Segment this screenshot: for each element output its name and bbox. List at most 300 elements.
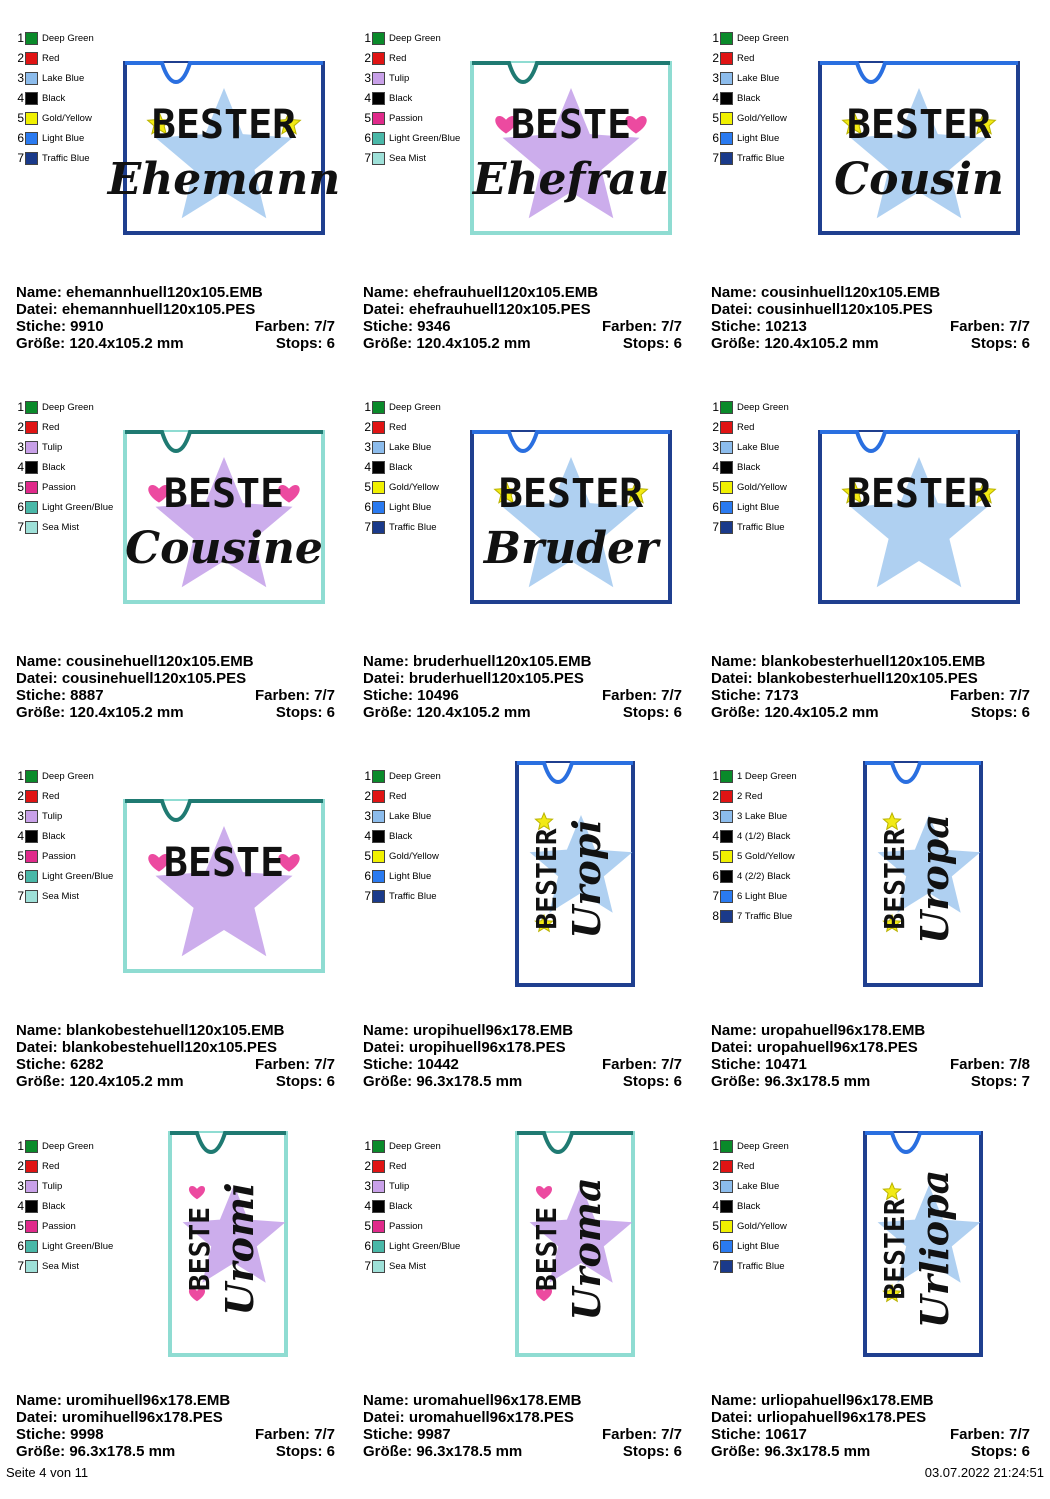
legend-number: 3 [17, 440, 24, 454]
legend-color-name: Deep Green [737, 401, 789, 413]
stop-count: Stops: 6 [622, 335, 682, 352]
color-legend [709, 766, 797, 926]
legend-color-name: Sea Mist [42, 521, 79, 533]
legend-color-name: Deep Green [42, 1140, 94, 1152]
legend-row [709, 128, 789, 148]
color-swatch [25, 152, 38, 165]
color-swatch [25, 770, 38, 783]
legend-row [14, 1156, 113, 1176]
legend-number: 5 [17, 1219, 24, 1233]
legend-row [709, 497, 789, 517]
design-title-top: BESTER [498, 471, 644, 517]
design-info [16, 1022, 335, 1090]
legend-row [14, 1256, 113, 1276]
legend-number: 4 [364, 1199, 371, 1213]
legend-color-name: Sea Mist [389, 152, 426, 164]
legend-row [709, 806, 797, 826]
legend-row [361, 128, 460, 148]
color-swatch [720, 1240, 733, 1253]
color-swatch [372, 790, 385, 803]
page-number: Seite 4 von 11 [6, 1465, 89, 1480]
color-swatch [25, 790, 38, 803]
legend-number: 4 [17, 1199, 24, 1213]
legend-color-name: Black [737, 92, 761, 104]
legend-color-name: Traffic Blue [389, 521, 437, 533]
design-card [703, 760, 1048, 1129]
legend-number: 2 [712, 51, 719, 65]
design-title-top: BESTE [183, 1206, 216, 1292]
legend-number: 1 [364, 400, 371, 414]
color-swatch [720, 850, 733, 863]
size-stops-row [711, 704, 1030, 721]
color-swatch [25, 830, 38, 843]
color-swatch [720, 1200, 733, 1213]
size-stops-row [363, 1073, 682, 1090]
legend-row [14, 88, 94, 108]
legend-number: 3 [712, 440, 719, 454]
size-stops-row [363, 335, 682, 352]
legend-row [361, 68, 460, 88]
color-swatch [720, 421, 733, 434]
legend-row [14, 786, 113, 806]
legend-row [361, 517, 441, 537]
legend-color-name: 2 Red [737, 790, 763, 802]
color-swatch [720, 92, 733, 105]
design-title-top: BESTER [846, 102, 992, 148]
legend-row [709, 1236, 789, 1256]
design-title-name: Ehemann [107, 154, 341, 205]
embroidery-design-preview [122, 798, 326, 974]
color-count: Farben: 7/7 [254, 1426, 335, 1443]
color-swatch [720, 910, 733, 923]
design-name: Name: blankobesterhuell120x105.EMB [711, 653, 986, 670]
legend-row [709, 1156, 789, 1176]
legend-number: 6 [712, 131, 719, 145]
design-name: Name: uropahuell96x178.EMB [711, 1022, 926, 1039]
legend-number: 5 [364, 1219, 371, 1233]
legend-row [361, 1176, 460, 1196]
design-name: Name: ehefrauhuell120x105.EMB [363, 284, 599, 301]
color-swatch [372, 850, 385, 863]
color-swatch [25, 850, 38, 863]
design-preview [122, 798, 326, 979]
legend-color-name: Passion [42, 850, 76, 862]
legend-number: 1 [17, 400, 24, 414]
color-legend [14, 766, 113, 906]
design-title-name: Cousine [125, 523, 323, 574]
design-size: Größe: 120.4x105.2 mm [16, 704, 184, 721]
color-swatch [25, 1180, 38, 1193]
color-swatch [25, 401, 38, 414]
color-swatch [720, 770, 733, 783]
legend-row [709, 1196, 789, 1216]
legend-number: 7 [17, 520, 24, 534]
color-swatch [372, 1200, 385, 1213]
legend-number: 1 [712, 1139, 719, 1153]
legend-number: 4 [712, 460, 719, 474]
legend-number: 6 [712, 500, 719, 514]
legend-row [709, 68, 789, 88]
legend-number: 5 [712, 111, 719, 125]
color-count: Farben: 7/7 [949, 318, 1030, 335]
legend-row [709, 437, 789, 457]
legend-number: 1 [712, 400, 719, 414]
color-swatch [372, 1220, 385, 1233]
stop-count: Stops: 6 [275, 1443, 335, 1460]
legend-color-name: Traffic Blue [737, 152, 785, 164]
legend-number: 6 [17, 869, 24, 883]
legend-color-name: Red [737, 1160, 755, 1172]
color-swatch [25, 1220, 38, 1233]
legend-color-name: Black [737, 1200, 761, 1212]
stitch-color-row [363, 318, 682, 335]
color-swatch [372, 92, 385, 105]
color-swatch [372, 870, 385, 883]
legend-number: 1 [364, 1139, 371, 1153]
design-size: Größe: 120.4x105.2 mm [711, 704, 879, 721]
legend-number: 1 [712, 769, 719, 783]
stop-count: Stops: 6 [275, 1073, 335, 1090]
design-size: Größe: 120.4x105.2 mm [16, 1073, 184, 1090]
legend-row [709, 786, 797, 806]
legend-number: 7 [712, 520, 719, 534]
design-info [363, 1022, 682, 1090]
legend-number: 4 [712, 91, 719, 105]
legend-number: 3 [17, 1179, 24, 1193]
legend-number: 7 [364, 520, 371, 534]
design-size: Größe: 96.3x178.5 mm [711, 1443, 871, 1460]
color-swatch [372, 401, 385, 414]
color-swatch [25, 72, 38, 85]
color-swatch [25, 481, 38, 494]
legend-number: 3 [364, 809, 371, 823]
legend-number: 2 [17, 51, 24, 65]
design-title-top: BESTER [878, 1198, 911, 1300]
legend-row [361, 108, 460, 128]
stop-count: Stops: 6 [275, 704, 335, 721]
legend-row [709, 477, 789, 497]
color-swatch [720, 52, 733, 65]
legend-color-name: Deep Green [389, 401, 441, 413]
design-title-top: BESTER [151, 102, 297, 148]
design-preview [167, 1130, 289, 1363]
legend-row [709, 906, 797, 926]
color-swatch [372, 1160, 385, 1173]
color-swatch [372, 1260, 385, 1273]
design-file: Datei: uromihuell96x178.PES [16, 1409, 223, 1426]
legend-number: 5 [364, 111, 371, 125]
color-count: Farben: 7/8 [949, 1056, 1030, 1073]
color-swatch [372, 521, 385, 534]
legend-color-name: Red [42, 1160, 60, 1172]
legend-color-name: Black [737, 461, 761, 473]
design-card [8, 760, 353, 1129]
stop-count: Stops: 6 [970, 335, 1030, 352]
legend-color-name: Red [389, 421, 407, 433]
legend-color-name: Gold/Yellow [42, 112, 92, 124]
design-file: Datei: bruderhuell120x105.PES [363, 670, 584, 687]
design-card [355, 760, 700, 1129]
design-name: Name: uromahuell96x178.EMB [363, 1392, 582, 1409]
stop-count: Stops: 7 [970, 1073, 1030, 1090]
color-swatch [720, 830, 733, 843]
design-preview [862, 760, 984, 993]
legend-number: 1 [712, 31, 719, 45]
color-count: Farben: 7/7 [949, 1426, 1030, 1443]
legend-number: 6 [364, 1239, 371, 1253]
legend-number: 3 [364, 440, 371, 454]
design-preview [107, 60, 341, 241]
design-title-top: BESTE [510, 102, 632, 148]
design-size: Größe: 96.3x178.5 mm [711, 1073, 871, 1090]
legend-color-name: Passion [42, 1220, 76, 1232]
size-stops-row [711, 335, 1030, 352]
legend-color-name: 3 Lake Blue [737, 810, 788, 822]
color-swatch [720, 890, 733, 903]
design-info [711, 1392, 1030, 1460]
design-info [16, 1392, 335, 1460]
legend-number: 2 [364, 1159, 371, 1173]
legend-color-name: Deep Green [737, 32, 789, 44]
legend-row [361, 417, 441, 437]
design-card [355, 391, 700, 760]
color-swatch [720, 870, 733, 883]
design-info [363, 284, 682, 352]
legend-row [14, 497, 113, 517]
design-title-top: BESTER [530, 828, 563, 930]
legend-number: 5 [17, 111, 24, 125]
design-title-name: Cousin [834, 154, 1004, 205]
design-name: Name: uropihuell96x178.EMB [363, 1022, 574, 1039]
design-file: Datei: cousinhuell120x105.PES [711, 301, 933, 318]
legend-color-name: Tulip [42, 441, 63, 453]
color-swatch [25, 461, 38, 474]
legend-number: 3 [364, 71, 371, 85]
stitch-count: Stiche: 10471 [711, 1056, 807, 1073]
legend-row [361, 806, 441, 826]
legend-color-name: Red [42, 790, 60, 802]
design-info [711, 1022, 1030, 1090]
legend-color-name: Tulip [42, 1180, 63, 1192]
legend-number: 6 [364, 131, 371, 145]
legend-row [361, 397, 441, 417]
stop-count: Stops: 6 [622, 704, 682, 721]
legend-color-name: Light Green/Blue [42, 501, 114, 513]
legend-row [709, 88, 789, 108]
legend-row [361, 28, 460, 48]
legend-row [14, 108, 94, 128]
legend-color-name: Deep Green [389, 1140, 441, 1152]
legend-color-name: Deep Green [42, 770, 94, 782]
embroidery-design-preview [469, 429, 673, 605]
design-name: Name: cousinehuell120x105.EMB [16, 653, 254, 670]
design-card [8, 22, 353, 391]
color-swatch [25, 1240, 38, 1253]
legend-row [361, 148, 460, 168]
color-swatch [720, 810, 733, 823]
legend-number: 4 [17, 460, 24, 474]
embroidery-design-preview [469, 60, 673, 236]
legend-number: 7 [17, 1259, 24, 1273]
color-legend [709, 397, 789, 537]
design-size: Größe: 120.4x105.2 mm [711, 335, 879, 352]
color-swatch [372, 52, 385, 65]
legend-number: 3 [17, 71, 24, 85]
color-swatch [372, 1140, 385, 1153]
legend-color-name: Lake Blue [389, 441, 432, 453]
design-title-top: BESTER [878, 828, 911, 930]
stitch-count: Stiche: 10213 [711, 318, 807, 335]
legend-row [361, 1136, 460, 1156]
embroidery-design-preview [862, 1130, 984, 1358]
stitch-color-row [16, 1056, 335, 1073]
legend-number: 6 [712, 1239, 719, 1253]
legend-number: 4 [364, 829, 371, 843]
legend-number: 3 [712, 71, 719, 85]
legend-number: 4 [712, 1199, 719, 1213]
legend-color-name: Gold/Yellow [737, 481, 787, 493]
legend-row [709, 397, 789, 417]
legend-row [361, 886, 441, 906]
legend-number: 6 [712, 869, 719, 883]
design-title-name: Bruder [483, 523, 659, 574]
color-swatch [720, 441, 733, 454]
stitch-count: Stiche: 10617 [711, 1426, 807, 1443]
legend-number: 7 [712, 151, 719, 165]
color-swatch [720, 461, 733, 474]
design-card [703, 22, 1048, 391]
legend-color-name: Black [42, 92, 66, 104]
legend-color-name: Black [42, 830, 66, 842]
legend-row [361, 1156, 460, 1176]
design-file: Datei: ehefrauhuell120x105.PES [363, 301, 591, 318]
legend-row [14, 1236, 113, 1256]
color-legend [361, 766, 441, 906]
legend-row [14, 28, 94, 48]
legend-color-name: Lake Blue [737, 441, 780, 453]
legend-row [361, 1216, 460, 1236]
color-swatch [25, 1200, 38, 1213]
design-name: Name: bruderhuell120x105.EMB [363, 653, 592, 670]
legend-color-name: Deep Green [42, 401, 94, 413]
stitch-color-row [711, 687, 1030, 704]
color-swatch [25, 870, 38, 883]
color-legend [14, 397, 113, 537]
color-swatch [25, 112, 38, 125]
legend-number: 7 [364, 151, 371, 165]
design-card [8, 391, 353, 760]
legend-color-name: 6 Light Blue [737, 890, 788, 902]
design-card [703, 1130, 1048, 1499]
legend-row [361, 477, 441, 497]
stitch-color-row [16, 318, 335, 335]
legend-color-name: Deep Green [389, 770, 441, 782]
design-file: Datei: uropahuell96x178.PES [711, 1039, 918, 1056]
color-swatch [25, 32, 38, 45]
color-legend [709, 1136, 789, 1276]
size-stops-row [16, 335, 335, 352]
color-swatch [25, 132, 38, 145]
legend-color-name: Red [389, 790, 407, 802]
color-swatch [720, 132, 733, 145]
legend-row [709, 28, 789, 48]
legend-row [14, 417, 113, 437]
design-title-name: Uropa [912, 814, 957, 944]
legend-color-name: Traffic Blue [389, 890, 437, 902]
design-info [711, 653, 1030, 721]
color-count: Farben: 7/7 [601, 687, 682, 704]
design-file: Datei: ehemannhuell120x105.PES [16, 301, 256, 318]
color-legend [361, 397, 441, 537]
design-preview [817, 60, 1021, 241]
stitch-color-row [711, 318, 1030, 335]
legend-number: 2 [712, 1159, 719, 1173]
design-file: Datei: urliopahuell96x178.PES [711, 1409, 927, 1426]
legend-color-name: Sea Mist [42, 1260, 79, 1272]
color-swatch [720, 72, 733, 85]
legend-row [361, 48, 460, 68]
design-title-top: BESTE [163, 471, 285, 517]
design-title-name: Uropi [564, 819, 609, 939]
legend-color-name: Traffic Blue [737, 521, 785, 533]
color-legend [709, 28, 789, 168]
design-size: Größe: 96.3x178.5 mm [363, 1073, 523, 1090]
legend-row [361, 1256, 460, 1276]
legend-row [709, 866, 797, 886]
color-swatch [25, 441, 38, 454]
legend-number: 3 [17, 809, 24, 823]
legend-number: 1 [17, 31, 24, 45]
legend-number: 2 [364, 420, 371, 434]
legend-color-name: Lake Blue [737, 1180, 780, 1192]
stop-count: Stops: 6 [970, 1443, 1030, 1460]
design-preview [122, 429, 326, 610]
stop-count: Stops: 6 [275, 335, 335, 352]
design-info [711, 284, 1030, 352]
size-stops-row [16, 1073, 335, 1090]
legend-color-name: Light Blue [737, 132, 780, 144]
legend-row [709, 1256, 789, 1276]
legend-row [14, 866, 113, 886]
legend-row [14, 517, 113, 537]
color-swatch [720, 152, 733, 165]
size-stops-row [16, 1443, 335, 1460]
legend-number: 7 [17, 889, 24, 903]
color-swatch [372, 72, 385, 85]
legend-number: 7 [364, 889, 371, 903]
legend-row [709, 886, 797, 906]
legend-row [14, 766, 113, 786]
legend-color-name: Lake Blue [737, 72, 780, 84]
color-swatch [720, 1160, 733, 1173]
color-swatch [25, 421, 38, 434]
color-swatch [720, 1220, 733, 1233]
legend-color-name: Red [737, 421, 755, 433]
legend-row [14, 1136, 113, 1156]
color-swatch [25, 501, 38, 514]
color-swatch [720, 790, 733, 803]
embroidery-design-preview [107, 60, 341, 236]
legend-number: 7 [364, 1259, 371, 1273]
color-swatch [372, 1180, 385, 1193]
legend-color-name: Lake Blue [42, 72, 85, 84]
legend-number: 5 [712, 480, 719, 494]
legend-color-name: Tulip [389, 72, 410, 84]
stitch-count: Stiche: 10496 [363, 687, 459, 704]
embroidery-design-preview [817, 60, 1021, 236]
color-swatch [372, 810, 385, 823]
color-count: Farben: 7/7 [254, 687, 335, 704]
